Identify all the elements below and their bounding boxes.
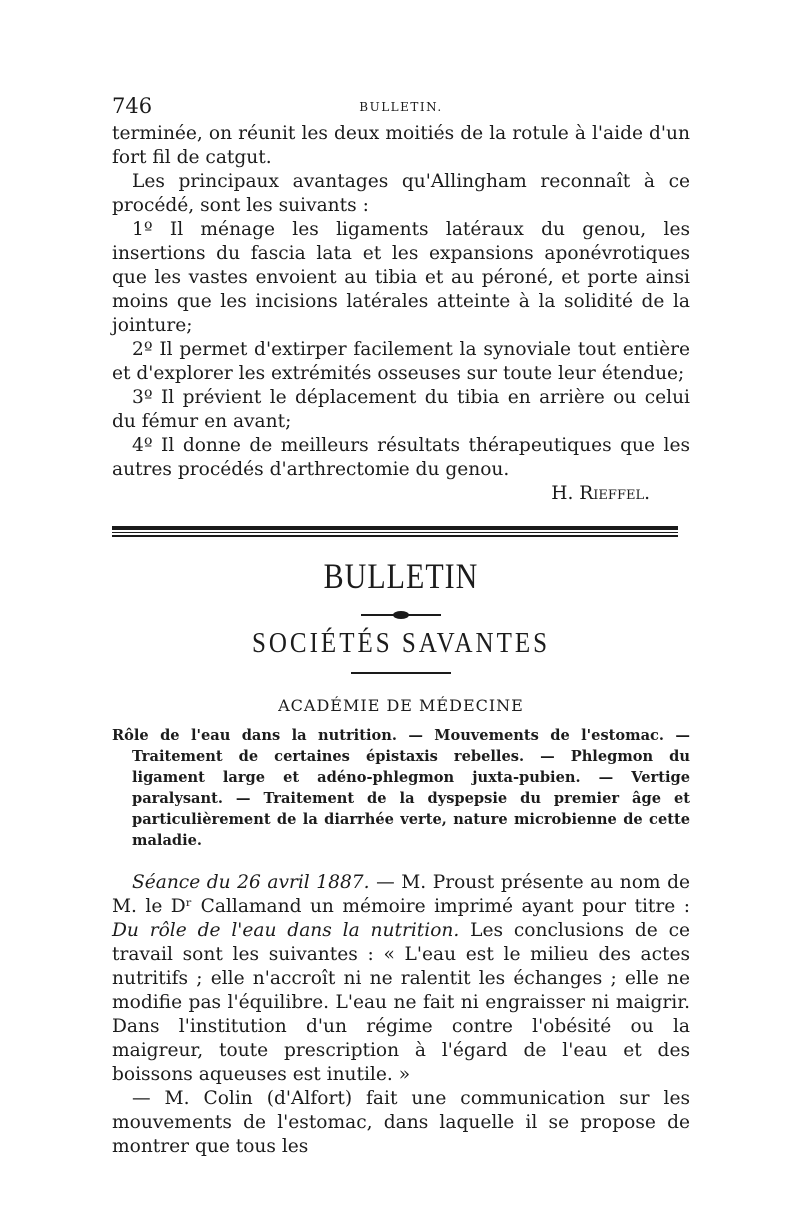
section-divider xyxy=(112,526,690,538)
sub-title: SOCIÉTÉS SAVANTES xyxy=(251,627,551,659)
summary-text: Rôle de l'eau dans la nutrition. — Mouvements de l'estomac. — Traitement de certaines épistaxis rebelles. — Phlegmon du ligament large et adéno-phlegmon juxta-pubien. — Vertige paralysant. — Traitement de la dyspepsie du premier âge et particulièrement de la diarrhée verte, nature microbienne de cette maladie. xyxy=(112,727,690,849)
paragraph xyxy=(112,871,690,1087)
running-title: BULLETIN. xyxy=(359,100,443,114)
page-number: 746 xyxy=(112,94,153,118)
paragraph-text: Les conclusions de ce travail sont les suivantes : « L'eau est le milieu des actes nutritifs ; elle n'accroît ni ne ralentit les échanges ; elle ne modifie pas l'équilibre. L'eau ne fait ni engraisser ni maigrir. Dans l'institution d'un régime contre l'obésité ou la maigreur, toute prescription à l'égard de l'eau et des boissons aqueuses est inutile. » xyxy=(112,920,690,1085)
signature-line xyxy=(112,482,690,506)
ornament-divider xyxy=(112,604,690,616)
section-title: ACADÉMIE DE MÉDECINE xyxy=(278,696,524,715)
session-summary xyxy=(112,725,690,851)
paragraph: 3º Il prévient le déplacement du tibia en arrière ou celui du fémur en avant; xyxy=(112,387,690,432)
paragraph: 2º Il permet d'extirper facilement la synoviale tout entière et d'explorer les extrémités osseuses sur toute leur étendue; xyxy=(112,339,690,384)
article-continuation xyxy=(112,122,690,506)
main-title: BULLETIN xyxy=(323,556,479,597)
memoir-title: Du rôle de l'eau dans la nutrition. xyxy=(112,920,460,941)
paragraph-text: — M. Proust présente au nom de M. le Dʳ Callamand un mémoire imprimé ayant pour titre : xyxy=(112,872,690,917)
session-date: Séance du 26 avril 1887. xyxy=(132,872,370,893)
paragraph: — M. Colin (d'Alfort) fait une communication sur les mouvements de l'estomac, dans laquelle il se propose de montrer que tous les xyxy=(112,1088,690,1157)
paragraph: 4º Il donne de meilleurs résultats thérapeutiques que les autres procédés d'arthrectomie du genou. xyxy=(112,435,690,480)
session-report xyxy=(112,871,690,1159)
short-divider xyxy=(351,672,451,674)
paragraph: terminée, on réunit les deux moitiés de la rotule à l'aide d'un fort fil de catgut. xyxy=(112,123,690,168)
paragraph: 1º Il ménage les ligaments latéraux du genou, les insertions du fascia lata et les expansions aponévrotiques que les vastes envoient au tibia et au péroné, et porte ainsi moins que les incisions latérales atteinte à la solidité de la jointure; xyxy=(112,219,690,336)
running-head xyxy=(112,92,690,122)
paragraph: Les principaux avantages qu'Allingham reconnaît à ce procédé, sont les suivants : xyxy=(112,171,690,216)
document-page xyxy=(112,92,690,1159)
author-signature: H. Rieffel. xyxy=(551,483,650,504)
